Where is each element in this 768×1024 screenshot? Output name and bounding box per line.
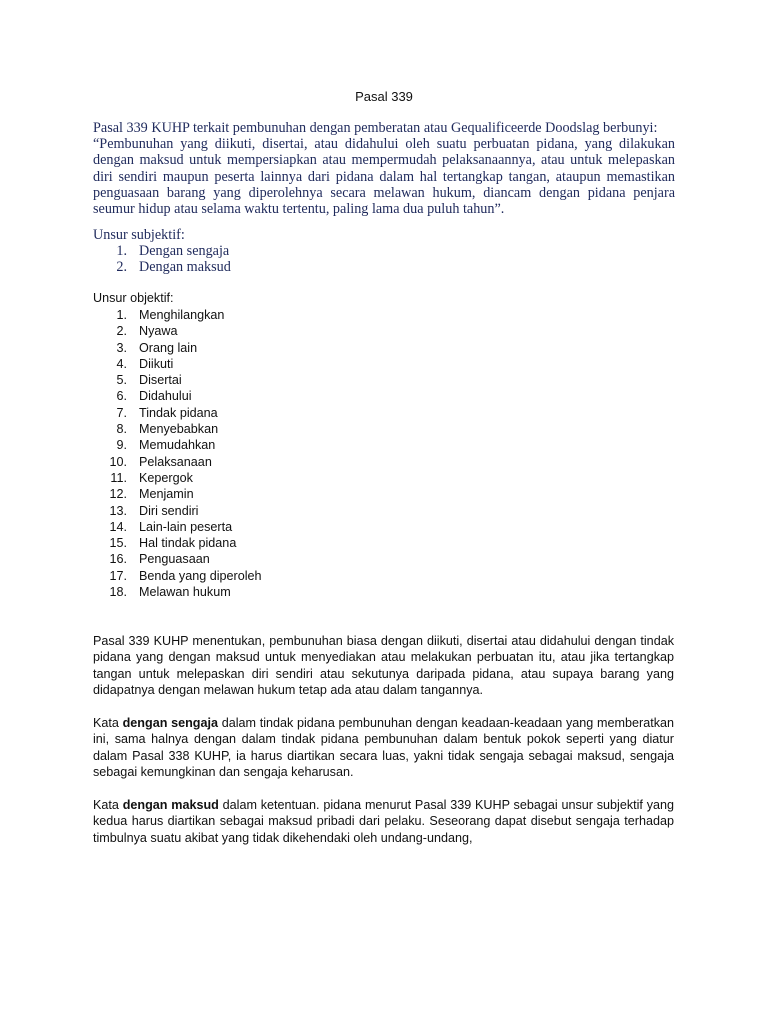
objektif-item-text: Disertai (139, 373, 182, 388)
objektif-item (93, 535, 262, 551)
objektif-item-number: 17. (109, 568, 127, 583)
objektif-item-text: Melawan hukum (139, 585, 231, 600)
paragraph-1: Pasal 339 KUHP menentukan, pembunuhan biasa dengan diikuti, disertai atau didahului dengan tindak pidana yang dengan maksud untuk menyediakan atau melakukan perbuatan itu, atau jika tertangkap tangan untuk melepaskan diri sendiri atau sekutunya daripada pidana, atau supaya barang yang didapatnya dengan melawan hukum tetap ada atau dalam tangannya. (93, 634, 674, 697)
objektif-item-text: Kepergok (139, 470, 193, 485)
objektif-item-text: Pelaksanaan (139, 454, 212, 469)
objektif-item-text: Nyawa (139, 324, 178, 339)
objektif-item-text: Orang lain (139, 340, 198, 355)
subjektif-item (93, 259, 231, 275)
objektif-item-number: 3. (116, 340, 127, 355)
subjektif-list (93, 243, 231, 275)
objektif-item-number: 18. (109, 585, 127, 600)
objektif-item-number: 6. (116, 389, 127, 404)
objektif-item-number: 7. (116, 405, 127, 420)
objektif-item-text: Diri sendiri (139, 503, 199, 518)
paragraph-2-lead: Kata (93, 716, 123, 730)
subjektif-item (93, 243, 231, 259)
objektif-item-number: 9. (116, 438, 127, 453)
objektif-item (93, 421, 262, 437)
objektif-item (93, 551, 262, 567)
objektif-item-number: 11. (110, 470, 127, 485)
subjektif-item-number: 1. (116, 243, 127, 259)
objektif-item-text: Hal tindak pidana (139, 536, 237, 551)
intro-block (93, 120, 675, 217)
objektif-item (93, 470, 262, 486)
objektif-item-text: Penguasaan (139, 552, 210, 567)
objektif-item-number: 14. (109, 519, 127, 534)
paragraph-3-term: dengan maksud (122, 798, 219, 812)
paragraph-2-term: dengan sengaja (122, 716, 218, 730)
objektif-item-number: 13. (109, 503, 127, 518)
subjektif-heading: Unsur subjektif: (93, 227, 185, 243)
objektif-item-number: 12. (109, 487, 127, 502)
objektif-item (93, 486, 262, 502)
objektif-item-number: 10. (109, 454, 127, 469)
page-title: Pasal 339 (355, 89, 413, 104)
subjektif-item-text: Dengan sengaja (139, 243, 230, 259)
objektif-item (93, 340, 262, 356)
objektif-item-number: 8. (116, 422, 127, 437)
objektif-item-number: 16. (109, 552, 127, 567)
objektif-item (93, 584, 262, 600)
objektif-item-text: Didahului (139, 389, 192, 404)
paragraph-2 (93, 715, 674, 780)
objektif-item-text: Lain-lain peserta (139, 519, 233, 534)
objektif-item (93, 503, 262, 519)
objektif-item (93, 388, 262, 404)
article-quote: “Pembunuhan yang diikuti, disertai, atau didahului oleh suatu perbuatan pidana, yang dilakukan dengan maksud untuk mempersiapkan atau mempermudah pelaksanaannya, atau untuk melepaskan diri sendiri maupun peserta lainnya dari pidana dalam hal tertangkap tangan, ataupun memastikan penguasaan barang yang diperolehnya secara melawan hukum, diancam dengan pidana penjara seumur hidup atau selama waktu tertentu, paling lama dua puluh tahun”. (93, 136, 675, 218)
objektif-item (93, 372, 262, 388)
objektif-list (93, 307, 262, 600)
objektif-item (93, 519, 262, 535)
paragraph-2-body: dalam tindak pidana pembunuhan dengan keadaan-keadaan yang memberatkan ini, sama halnya dengan dalam tindak pidana pembunuhan dalam bentuk pokok seperti yang diatur dalam Pasal 338 KUHP, ia harus diartikan secara luas, yakni tidak sengaja sebagai maksud, sengaja sebagai kemungkinan dan sengaja keharusan. (93, 716, 674, 779)
subjektif-item-number: 2. (116, 259, 127, 276)
objektif-item-number: 15. (109, 536, 127, 551)
objektif-item (93, 307, 262, 323)
objektif-item-text: Memudahkan (139, 438, 216, 453)
paragraph-3-lead: Kata (93, 798, 123, 812)
objektif-item-number: 2. (116, 324, 127, 339)
objektif-item-text: Menghilangkan (139, 308, 225, 322)
objektif-heading: Unsur objektif: (93, 291, 174, 305)
objektif-item (93, 437, 262, 453)
paragraph-3 (93, 797, 674, 846)
objektif-item-text: Benda yang diperoleh (139, 568, 262, 583)
objektif-item (93, 454, 262, 470)
objektif-item-text: Diikuti (139, 356, 174, 371)
subjektif-item-text: Dengan maksud (139, 259, 231, 276)
objektif-item (93, 323, 262, 339)
objektif-item-text: Menyebabkan (139, 422, 219, 437)
objektif-item-number: 5. (116, 373, 127, 388)
objektif-item-text: Menjamin (139, 487, 194, 502)
paragraph-3-body: dalam ketentuan. pidana menurut Pasal 339 KUHP sebagai unsur subjektif yang kedua harus diartikan sebagai maksud pribadi dari pelaku. Seseorang dapat disebut sengaja terhadap timbulnya suatu akibat yang tidak dikehendaki oleh undang-undang, (93, 798, 675, 845)
objektif-item-number: 4. (116, 356, 127, 371)
objektif-item-text: Tindak pidana (139, 405, 218, 420)
objektif-item (93, 356, 262, 372)
intro-line: Pasal 339 KUHP terkait pembunuhan dengan pemberatan atau Gequalificeerde Doodslag berbunyi: (93, 120, 658, 136)
objektif-item (93, 405, 262, 421)
objektif-item (93, 568, 262, 584)
objektif-item-number: 1. (116, 308, 127, 322)
